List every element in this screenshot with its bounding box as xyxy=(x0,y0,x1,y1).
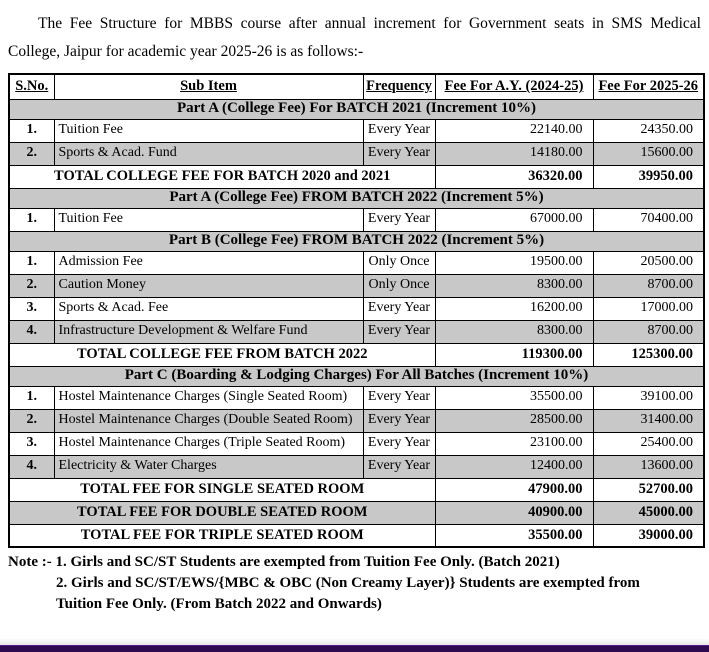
frequency-cell: Every Year xyxy=(363,119,435,142)
item-cell: Hostel Maintenance Charges (Double Seated Room) xyxy=(54,409,363,432)
intro-line-1: The Fee Structure for MBBS course after annual increment for Government seats in SMS Medical xyxy=(38,15,701,32)
sno-cell: 1. xyxy=(9,208,54,231)
fee-2024-cell: 35500.00 xyxy=(435,386,593,409)
frequency-cell: Every Year xyxy=(363,432,435,455)
section-header-row xyxy=(9,231,704,251)
fee-2025-cell: 24350.00 xyxy=(593,119,704,142)
header-fee-2024-25: Fee For A.Y. (2024-25) xyxy=(435,74,593,99)
frequency-cell: Every Year xyxy=(363,208,435,231)
item-cell: Sports & Acad. Fund xyxy=(54,142,363,165)
section-header-row xyxy=(9,366,704,386)
fee-2024-cell: 8300.00 xyxy=(435,274,593,297)
frequency-cell: Every Year xyxy=(363,320,435,343)
fee-2025-cell: 52700.00 xyxy=(593,478,704,501)
frequency-cell: Every Year xyxy=(363,455,435,478)
fee-2025-cell: 125300.00 xyxy=(593,343,704,366)
table-row xyxy=(9,386,704,409)
fee-2024-cell: 16200.00 xyxy=(435,297,593,320)
header-fee-2025-26: Fee For 2025-26 xyxy=(593,74,704,99)
table-row xyxy=(9,119,704,142)
frequency-cell: Every Year xyxy=(363,409,435,432)
header-sub-item: Sub Item xyxy=(54,74,363,99)
fee-2025-cell: 8700.00 xyxy=(593,320,704,343)
fee-2025-cell: 13600.00 xyxy=(593,455,704,478)
fee-2024-cell: 67000.00 xyxy=(435,208,593,231)
frequency-cell: Every Year xyxy=(363,386,435,409)
total-label-cell: TOTAL FEE FOR TRIPLE SEATED ROOM xyxy=(9,524,435,547)
frequency-cell: Only Once xyxy=(363,274,435,297)
total-label-cell: TOTAL FEE FOR SINGLE SEATED ROOM xyxy=(9,478,435,501)
sno-cell: 1. xyxy=(9,119,54,142)
section-label: Part A (College Fee) FROM BATCH 2022 (Increment 5%) xyxy=(9,188,704,208)
fee-2025-cell: 39950.00 xyxy=(593,165,704,188)
note-line-1: Note :- 1. Girls and SC/ST Students are exempted from Tuition Fee Only. (Batch 2021) xyxy=(8,554,560,570)
total-row xyxy=(9,524,704,547)
fee-2024-cell: 19500.00 xyxy=(435,251,593,274)
total-label-cell: TOTAL FEE FOR DOUBLE SEATED ROOM xyxy=(9,501,435,524)
header-frequency: Frequency xyxy=(363,74,435,99)
note-line-2: 2. Girls and SC/ST/EWS/{MBC & OBC (Non Creamy Layer)} Students are exempted from xyxy=(56,575,640,591)
table-row xyxy=(9,432,704,455)
fee-2024-cell: 14180.00 xyxy=(435,142,593,165)
fee-2025-cell: 15600.00 xyxy=(593,142,704,165)
frequency-cell: Only Once xyxy=(363,251,435,274)
fee-2024-cell: 36320.00 xyxy=(435,165,593,188)
total-label-cell: TOTAL COLLEGE FEE FROM BATCH 2022 xyxy=(9,343,435,366)
section-label: Part A (College Fee) For BATCH 2021 (Increment 10%) xyxy=(9,99,704,119)
document-page xyxy=(0,10,709,615)
sno-cell: 2. xyxy=(9,142,54,165)
sno-cell: 3. xyxy=(9,297,54,320)
total-row xyxy=(9,501,704,524)
table-row xyxy=(9,320,704,343)
item-cell: Infrastructure Development & Welfare Fund xyxy=(54,320,363,343)
intro-line-2: College, Jaipur for academic year 2025-26 is as follows:- xyxy=(8,43,364,60)
fee-2024-cell: 12400.00 xyxy=(435,455,593,478)
fee-2024-cell: 23100.00 xyxy=(435,432,593,455)
item-cell: Hostel Maintenance Charges (Single Seated Room) xyxy=(54,386,363,409)
total-label-cell: TOTAL COLLEGE FEE FOR BATCH 2020 and 2021 xyxy=(9,165,435,188)
fee-2024-cell: 40900.00 xyxy=(435,501,593,524)
table-row xyxy=(9,251,704,274)
header-sno: S.No. xyxy=(9,74,54,99)
sno-cell: 2. xyxy=(9,274,54,297)
intro-paragraph xyxy=(8,10,701,66)
fee-structure-table xyxy=(8,73,705,548)
fee-2024-cell: 8300.00 xyxy=(435,320,593,343)
item-cell: Sports & Acad. Fee xyxy=(54,297,363,320)
fee-2025-cell: 8700.00 xyxy=(593,274,704,297)
section-label: Part C (Boarding & Lodging Charges) For All Batches (Increment 10%) xyxy=(9,366,704,386)
table-row xyxy=(9,274,704,297)
item-cell: Electricity & Water Charges xyxy=(54,455,363,478)
fee-2024-cell: 22140.00 xyxy=(435,119,593,142)
table-row xyxy=(9,208,704,231)
table-row xyxy=(9,455,704,478)
sno-cell: 1. xyxy=(9,386,54,409)
fee-2024-cell: 28500.00 xyxy=(435,409,593,432)
fee-2025-cell: 39000.00 xyxy=(593,524,704,547)
fee-2025-cell: 25400.00 xyxy=(593,432,704,455)
fee-2025-cell: 39100.00 xyxy=(593,386,704,409)
notes-block xyxy=(8,552,701,615)
sno-cell: 1. xyxy=(9,251,54,274)
note-line-3: Tuition Fee Only. (From Batch 2022 and Onwards) xyxy=(56,596,382,612)
table-row xyxy=(9,409,704,432)
fee-2024-cell: 119300.00 xyxy=(435,343,593,366)
section-header-row xyxy=(9,99,704,119)
total-row xyxy=(9,343,704,366)
fee-2025-cell: 31400.00 xyxy=(593,409,704,432)
frequency-cell: Every Year xyxy=(363,142,435,165)
frequency-cell: Every Year xyxy=(363,297,435,320)
fee-2025-cell: 70400.00 xyxy=(593,208,704,231)
item-cell: Caution Money xyxy=(54,274,363,297)
table-row xyxy=(9,297,704,320)
fee-2025-cell: 20500.00 xyxy=(593,251,704,274)
total-row xyxy=(9,478,704,501)
fee-2025-cell: 45000.00 xyxy=(593,501,704,524)
sno-cell: 4. xyxy=(9,320,54,343)
item-cell: Hostel Maintenance Charges (Triple Seated Room) xyxy=(54,432,363,455)
section-label: Part B (College Fee) FROM BATCH 2022 (Increment 5%) xyxy=(9,231,704,251)
sno-cell: 2. xyxy=(9,409,54,432)
fee-2024-cell: 35500.00 xyxy=(435,524,593,547)
fee-2024-cell: 47900.00 xyxy=(435,478,593,501)
table-header-row xyxy=(9,74,704,99)
sno-cell: 4. xyxy=(9,455,54,478)
fee-2025-cell: 17000.00 xyxy=(593,297,704,320)
section-header-row xyxy=(9,188,704,208)
item-cell: Tuition Fee xyxy=(54,119,363,142)
footer-bar xyxy=(0,645,709,652)
table-row xyxy=(9,142,704,165)
sno-cell: 3. xyxy=(9,432,54,455)
total-row xyxy=(9,165,704,188)
item-cell: Admission Fee xyxy=(54,251,363,274)
item-cell: Tuition Fee xyxy=(54,208,363,231)
